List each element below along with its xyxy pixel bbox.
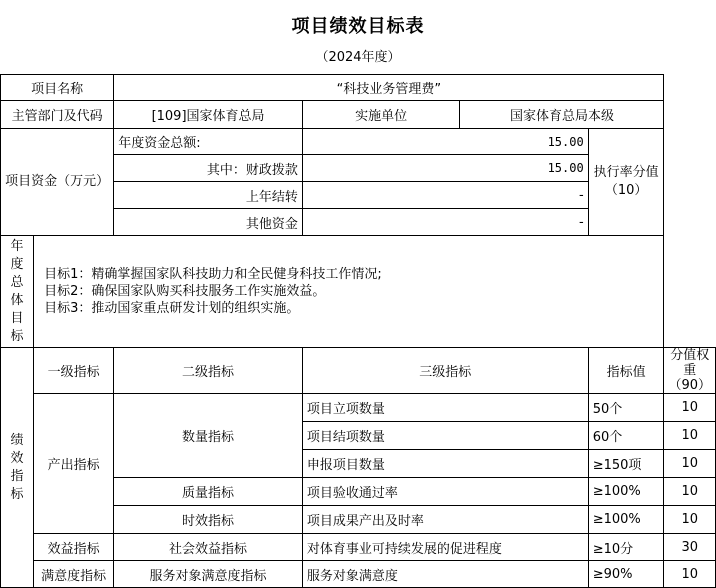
level2-service: 服务对象满意度指标 (114, 561, 303, 588)
indicator-name: 项目结项数量 (302, 422, 588, 450)
impl-label: 实施单位 (302, 101, 460, 129)
project-name-label: 项目名称 (1, 75, 114, 101)
level1-output: 产出指标 (34, 394, 114, 534)
indicator-weight: 10 (664, 561, 716, 588)
funds-fiscal-label: 其中：财政拨款 (114, 155, 303, 182)
goal-2: 目标2：确保国家队购买科技服务工作实施效益。 (44, 284, 326, 299)
indicator-value: 50个 (588, 394, 664, 422)
indicator-value: ≥90% (588, 561, 664, 588)
indicator-weight: 10 (664, 422, 716, 450)
funds-carry-label: 上年结转 (114, 182, 303, 209)
funds-other-value: - (302, 209, 588, 236)
level2-timeliness: 时效指标 (114, 506, 303, 534)
dept-label: 主管部门及代码 (1, 101, 114, 129)
indicator-weight: 10 (664, 450, 716, 478)
annual-goals (34, 236, 664, 348)
funds-fiscal-value: 15.00 (302, 155, 588, 182)
indicator-name: 服务对象满意度 (302, 561, 588, 588)
level2-social: 社会效益指标 (114, 534, 303, 561)
funds-label: 项目资金（万元） (1, 129, 114, 236)
page-title: 项目绩效目标表 (291, 16, 425, 37)
indicator-value: ≥100% (588, 478, 664, 506)
impl-value: 国家体育总局本级 (460, 101, 664, 129)
indicator-weight: 30 (664, 534, 716, 561)
indicator-value: ≥100% (588, 506, 664, 534)
funds-total-value: 15.00 (302, 129, 588, 155)
funds-carry-value: - (302, 182, 588, 209)
indicator-name: 对体育事业可持续发展的促进程度 (302, 534, 588, 561)
header-level3: 三级指标 (302, 348, 588, 394)
indicator-name: 项目立项数量 (302, 394, 588, 422)
exec-rate-label: 执行率分值（10） (588, 129, 664, 236)
goal-1: 目标1：精确掌握国家队科技助力和全民健身科技工作情况; (44, 267, 382, 282)
header-level1: 一级指标 (34, 348, 114, 394)
indicator-weight: 10 (664, 478, 716, 506)
perf-indicators-label: 绩效指标 (1, 348, 34, 588)
level1-benefit: 效益指标 (34, 534, 114, 561)
header-weight: 分值权重（90） (664, 348, 716, 394)
funds-total-label: 年度资金总额: (114, 129, 303, 155)
level2-quality: 质量指标 (114, 478, 303, 506)
project-name-value: “科技业务管理费” (114, 75, 664, 101)
indicator-weight: 10 (664, 506, 716, 534)
indicator-name: 项目验收通过率 (302, 478, 588, 506)
indicator-value: 60个 (588, 422, 664, 450)
indicator-weight: 10 (664, 394, 716, 422)
header-value: 指标值 (588, 348, 664, 394)
indicator-value: ≥150项 (588, 450, 664, 478)
indicator-value: ≥10分 (588, 534, 664, 561)
indicator-name: 项目成果产出及时率 (302, 506, 588, 534)
performance-table (0, 74, 716, 588)
level2-quantity: 数量指标 (114, 394, 303, 478)
dept-value: [109]国家体育总局 (114, 101, 303, 129)
page-subtitle: （2024年度） (315, 50, 401, 65)
annual-goals-label: 年度总体目标 (1, 236, 34, 348)
funds-other-label: 其他资金 (114, 209, 303, 236)
indicator-name: 申报项目数量 (302, 450, 588, 478)
goal-3: 目标3：推动国家重点研发计划的组织实施。 (44, 301, 300, 316)
level1-satisfaction: 满意度指标 (34, 561, 114, 588)
header-level2: 二级指标 (114, 348, 303, 394)
